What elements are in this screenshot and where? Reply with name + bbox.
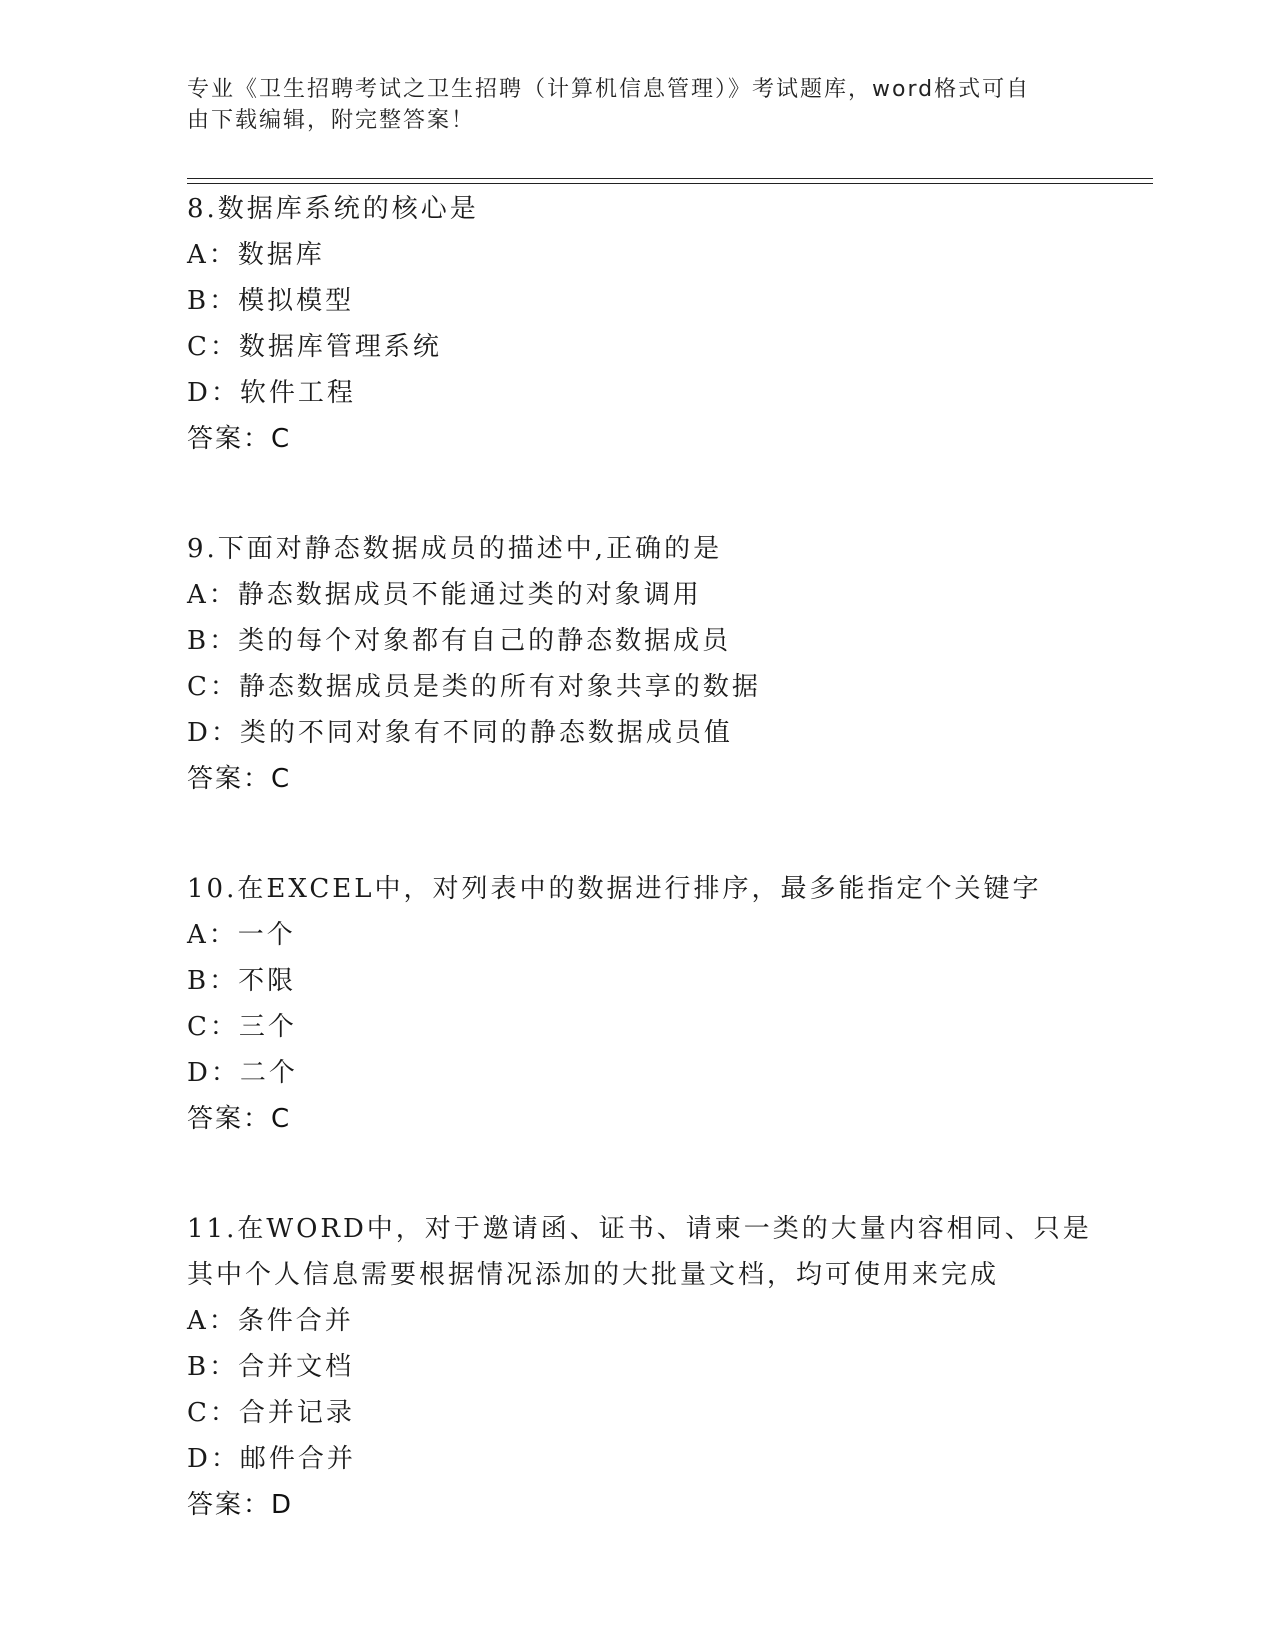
option-b: B：合并文档 xyxy=(187,1352,355,1382)
question-stem: 10.在EXCEL中，对列表中的数据进行排序，最多能指定个关键字 xyxy=(187,874,1042,904)
header-line-2: 由下载编辑，附完整答案！ xyxy=(187,108,476,133)
question-stem: 8.数据库系统的核心是 xyxy=(187,194,479,224)
option-c: C：合并记录 xyxy=(187,1398,355,1428)
option-d: D：二个 xyxy=(187,1058,298,1088)
option-a: A：静态数据成员不能通过类的对象调用 xyxy=(187,580,702,610)
option-b: B：类的每个对象都有自己的静态数据成员 xyxy=(187,626,732,656)
answer: 答案：C xyxy=(187,424,292,454)
header-divider-bottom xyxy=(187,183,1153,184)
question-stem-line-2: 其中个人信息需要根据情况添加的大批量文档，均可使用来完成 xyxy=(187,1260,1000,1290)
question-list xyxy=(187,186,1147,1592)
question-9 xyxy=(187,526,1147,802)
option-b: B：模拟模型 xyxy=(187,286,355,316)
option-a: A：条件合并 xyxy=(187,1306,354,1336)
option-b: B：不限 xyxy=(187,966,297,996)
answer: 答案：D xyxy=(187,1490,294,1520)
option-c: C：三个 xyxy=(187,1012,297,1042)
answer: 答案：C xyxy=(187,1104,292,1134)
option-d: D：类的不同对象有不同的静态数据成员值 xyxy=(187,718,733,748)
option-c: C：数据库管理系统 xyxy=(187,332,442,362)
document-header xyxy=(187,74,1067,136)
option-d: D：软件工程 xyxy=(187,378,356,408)
option-a: A：数据库 xyxy=(187,240,325,270)
question-stem: 9.下面对静态数据成员的描述中,正确的是 xyxy=(187,534,723,564)
question-10 xyxy=(187,866,1147,1142)
header-line-1: 专业《卫生招聘考试之卫生招聘（计算机信息管理）》考试题库，word格式可自 xyxy=(187,77,1031,102)
question-stem-line-1: 11.在WORD中，对于邀请函、证书、请柬一类的大量内容相同、只是 xyxy=(187,1214,1092,1244)
answer: 答案：C xyxy=(187,764,292,794)
header-divider-top xyxy=(187,178,1153,179)
option-c: C：静态数据成员是类的所有对象共享的数据 xyxy=(187,672,761,702)
option-a: A：一个 xyxy=(187,920,296,950)
option-d: D：邮件合并 xyxy=(187,1444,356,1474)
question-8 xyxy=(187,186,1147,462)
question-11 xyxy=(187,1206,1147,1528)
